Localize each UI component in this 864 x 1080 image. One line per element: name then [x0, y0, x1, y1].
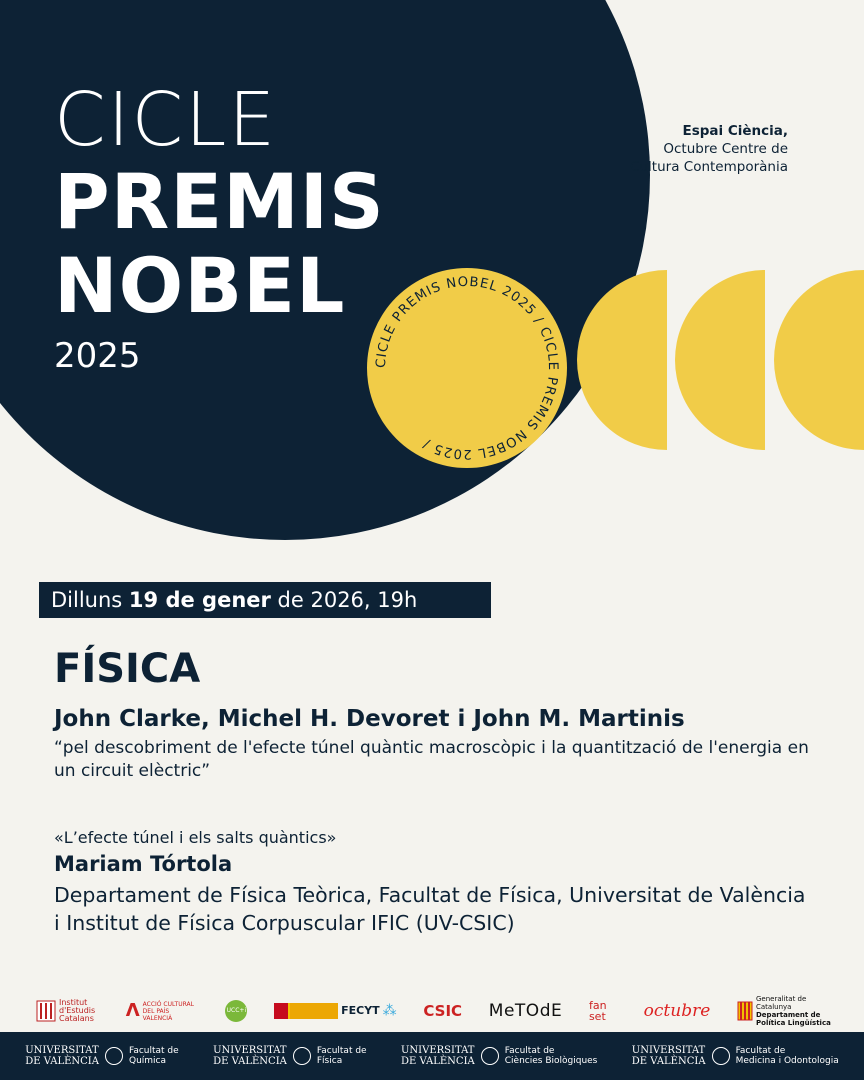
logo-metode	[488, 1001, 563, 1021]
gencat-line-1: Generalitat de Catalunya	[756, 995, 807, 1011]
faculty-name	[736, 1046, 839, 1066]
field-title: FÍSICA	[54, 646, 201, 692]
motivation: “pel descobriment de l'efecte túnel quàntic macroscòpic i la quantització de l'energia en un circuit elèctric”	[54, 738, 809, 781]
logo-fecyt-text: FECYT	[341, 1004, 380, 1017]
logo-fecyt	[274, 1001, 397, 1021]
half-circle-2	[675, 270, 765, 450]
logo-acpv-text: ACCIÓ CULTURAL DEL PAÍS VALENCIÀ	[142, 1000, 194, 1022]
uv-logo	[632, 1045, 706, 1067]
faculty-name	[129, 1046, 179, 1066]
uv-line-2: DE VALÈNCIA	[25, 1056, 99, 1067]
venue	[630, 122, 788, 176]
sponsor-logos	[36, 996, 836, 1026]
footer-faculty-fisica	[213, 1045, 366, 1067]
logo-iec-text: Institut d'Estudis Catalans	[59, 998, 96, 1023]
half-circle-3	[774, 270, 864, 450]
logo-gencat	[737, 995, 836, 1027]
faculty-name	[505, 1046, 598, 1066]
uv-line-1: UNIVERSITAT	[213, 1045, 287, 1056]
date-prefix: Dilluns	[51, 588, 129, 612]
logo-csic	[423, 1002, 463, 1020]
iec-shield-icon	[36, 1000, 56, 1022]
gencat-shield-icon	[737, 1001, 753, 1021]
talk-title: «L’efecte túnel i els salts quàntics»	[54, 828, 337, 847]
logo-fanset	[589, 1000, 617, 1022]
faculty-label: Facultat de	[735, 1046, 786, 1056]
speaker-name: Mariam Tórtola	[54, 852, 233, 876]
venue-line-2: Octubre Centre de	[663, 141, 788, 157]
uv-line-1: UNIVERSITAT	[400, 1045, 475, 1056]
logo-octubre	[643, 1001, 711, 1021]
logo-ucc-text: UCC+i	[225, 1000, 247, 1022]
faculty-icon	[293, 1047, 311, 1065]
uv-line-2: DE VALÈNCIA	[213, 1056, 287, 1067]
ring-text: CICLE PREMIS NOBEL 2025 / CICLE PREMIS NOBEL 2025 /	[373, 274, 561, 462]
faculty-icon	[712, 1047, 730, 1065]
uv-line-2: DE VALÈNCIA	[400, 1056, 475, 1067]
venue-line-3: Cultura Contemporània	[630, 159, 788, 175]
gencat-line-2: Departament de Política Lingüística	[756, 1011, 831, 1027]
faculty-label: Facultat de	[128, 1046, 179, 1056]
faculty-icon	[481, 1047, 499, 1065]
uv-line-1: UNIVERSITAT	[25, 1045, 99, 1056]
logo-csic-text: CSIC	[423, 1002, 463, 1020]
faculty-label: Facultat de	[504, 1046, 555, 1056]
logo-octubre-text: octubre	[643, 1001, 711, 1021]
faculty-med: Medicina i Odontologia	[735, 1056, 839, 1066]
logo-metode-text: MeTOdE	[488, 1001, 563, 1021]
uv-line-1: UNIVERSITAT	[631, 1045, 706, 1056]
speaker-affiliation: Departament de Física Teòrica, Facultat de Física, Universitat de València i Institut de Física Corpuscular IFIC (UV-CSIC)	[54, 883, 806, 935]
title-line-2: PREMIS	[54, 157, 385, 246]
title-line-3: NOBEL	[54, 241, 346, 330]
logo-fanset-text: fan set	[588, 999, 607, 1023]
logo-iec	[36, 999, 99, 1023]
faculty-bio: Ciències Biològiques	[504, 1056, 598, 1066]
laureates: John Clarke, Michel H. Devoret i John M. Martinis	[54, 706, 685, 732]
event-title	[54, 77, 385, 376]
acpv-mark-icon: Λ	[125, 1000, 140, 1021]
faculty-label: Facultat de	[316, 1046, 367, 1056]
logo-ucc	[225, 1000, 247, 1022]
faculty-icon	[105, 1047, 123, 1065]
uv-logo	[401, 1045, 475, 1067]
footer-faculty-med	[632, 1045, 839, 1067]
venue-name: Espai Ciència,	[682, 123, 788, 139]
footer-faculty-bio	[401, 1045, 597, 1067]
title-year: 2025	[54, 336, 141, 376]
faculty-quimica: Química	[128, 1056, 167, 1066]
date-bold: 19 de gener	[128, 588, 271, 612]
logo-acpv	[126, 1001, 199, 1022]
spain-government-icon	[274, 1001, 338, 1021]
footer-bar	[0, 1032, 864, 1080]
uv-logo	[213, 1045, 287, 1067]
footer-faculty-quimica	[25, 1045, 178, 1067]
ring-text-badge	[367, 268, 567, 468]
faculty-fisica: Física	[316, 1056, 343, 1066]
uv-logo	[25, 1045, 99, 1067]
faculty-name	[317, 1046, 367, 1066]
date-suffix: de 2026, 19h	[270, 588, 418, 612]
svg-text:CICLE PREMIS NOBEL 2025 / CICL	[374, 275, 560, 461]
date-bar	[39, 582, 491, 618]
uv-line-2: DE VALÈNCIA	[631, 1056, 706, 1067]
title-line-1: CICLE	[54, 77, 278, 163]
fecyt-dots-icon: ⁂	[382, 1003, 397, 1019]
